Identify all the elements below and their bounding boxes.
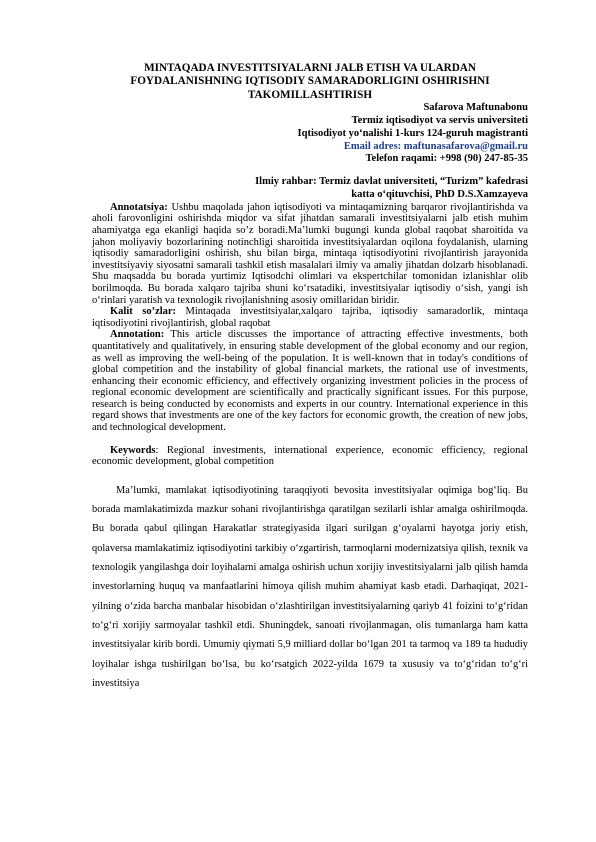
keywords-paragraph: [92, 445, 528, 468]
article-title: MINTAQADA INVESTITSIYALARNI JALB ETISH VA ULARDAN FOYDALANISHNING IQTISODIY SAMARADORLIGINI OSHIRISHNI TAKOMILLASHTIRISH: [130, 62, 490, 101]
author-university: Termiz iqtisodiyot va servis universiteti: [351, 115, 528, 127]
keywords-text: : Regional investments, international experience, economic efficiency, regional economic development, global competition: [92, 444, 528, 468]
supervisor-line-1: Ilmiy rahbar: Termiz davlat universiteti, “Turizm” kafedrasi: [255, 176, 528, 188]
supervisor-line-2: katta o‘qituvchisi, PhD D.S.Xamzayeva: [351, 189, 528, 200]
annotation-paragraph: [92, 329, 528, 433]
body-paragraph: Ma’lumki, mamlakat iqtisodiyotining taraqqiyoti bevosita investitsiyalar oqimiga bog‘liq. Bu borada mamlakatimizda mazkur sohani rivojlantirishga qaratilgan sezilarli ishlar amalga oshirilmoqda. Bu borada qabul qilingan Harakatlar strategiyasida ilgari surilgan g‘oyalarni hayotga joriy etish, qolaversa mamlakatimiz iqtisodiyotini tarkibiy o‘zgartirish, tarmoqlarni modernizatsiya qilish, texnik va texnologik yangilashga doir loyihalarni amalga oshirish uchun xorijiy investitsiyalarni jalb qilish hamda investorlarning huquq va manfaatlarini himoya qilish muhim ahamiyat kasb etadi. Darhaqiqat, 2021-yilning o‘zida barcha manbalar hisobidan o‘zlashtirilgan investitsiyalarning qariyb 41 foizini to‘g‘ridan to‘g‘ri xorijiy sarmoyalar tashkil etdi. Shuningdek, sanoati rivojlanmagan, olis tumanlarga ham katta investitsiyalar kirib bordi. Umumiy qiymati 5,9 milliard dollar bo‘lgan 201 ta tarmoq va 189 ta hududiy loyihalar ishga tushirilgan bo‘lsa, bu ko‘rsatgich 2022-yilda 1679 ta xususiy va to‘g‘ridan to‘g‘ri investitsiya: [92, 484, 528, 689]
annotation-text: This article discusses the importance of attracting effective investments, both quantitatively and qualitatively, in ensuring stable development of the global economy and our region, as well as improving the well-being of the population. It is well-known that in today's conditions of global competition and the instability of global financial markets, the rational use of investments, enhancing their economic efficiency, and effectively organizing investment policies in the process of regional economic development are scientifically and practically significant issues. For this purpose, research is being conducted by economists and experts in our country. International experience in this regard shows that investments are one of the key factors for economic growth, the creation of new jobs, and technological development.: [92, 329, 528, 434]
keywords-label: Keywords: [110, 444, 156, 456]
kalit-label: Kalit so’zlar:: [110, 306, 177, 318]
author-email[interactable]: Email adres: maftunasafarova@gmail.ru: [343, 140, 528, 152]
author-program: Iqtisodiyot yo‘nalishi 1-kurs 124-guruh magistranti: [297, 127, 528, 139]
spacer: [92, 166, 528, 176]
annotatsiya-text: Ushbu maqolada jahon iqtisodiyoti va mintaqamizning barqaror rivojlantirishda va aholi farovonligini oshirishda miqdor va sifat jihatdan samarali investitsiyalarni jalb etish muhim ahamiyatga ega ekanligi haqida so’z boradi.Ma’lumki bugungi kunda global raqobat sharoitida va jahon moliyaviy bozorlarining notinchligi sharoitida investitsiyalardan oqilona foydalanish, ularning iqtisodiy samaradorligini oshirish, shu bilan birga, mintaqa iqtisodiyotini rivojlantirish jarayonida investitsiyaviy siyosatni samarali tashkil etish masalalari ilmiy va amaliy jihatdan dolzarb hisoblanadi. Shu maqsadda bu borada yurtimiz Iqtisodchi olimlari va ekspertchilar tomonidan izlanishlar olib borilmoqda. Bu borada xalqaro tajriba shuni ko‘rsatadiki, investitsiyalar iqtisodiy o‘sish, yangi ish o‘rinlari yaratish va texnologik rivojlanishning asosiy omillaridan biridir.: [92, 201, 528, 306]
document-page: [92, 62, 528, 693]
author-name: Safarova Maftunabonu: [423, 102, 528, 114]
spacer: [92, 468, 528, 481]
annotatsiya-label: Annotatsiya:: [110, 201, 168, 213]
annotation-label: Annotation:: [110, 329, 165, 341]
author-phone: Telefon raqami: +998 (90) 247-85-35: [365, 153, 528, 165]
annotatsiya-paragraph: [92, 202, 528, 306]
spacer: [92, 434, 528, 445]
kalit-paragraph: [92, 306, 528, 329]
kalit-text: Mintaqada investitsiyalar,xalqaro tajriba, iqtisodiy samaradorlik, mintaqa iqtisodiyotini rivojlantirish, global raqobat: [92, 306, 528, 329]
